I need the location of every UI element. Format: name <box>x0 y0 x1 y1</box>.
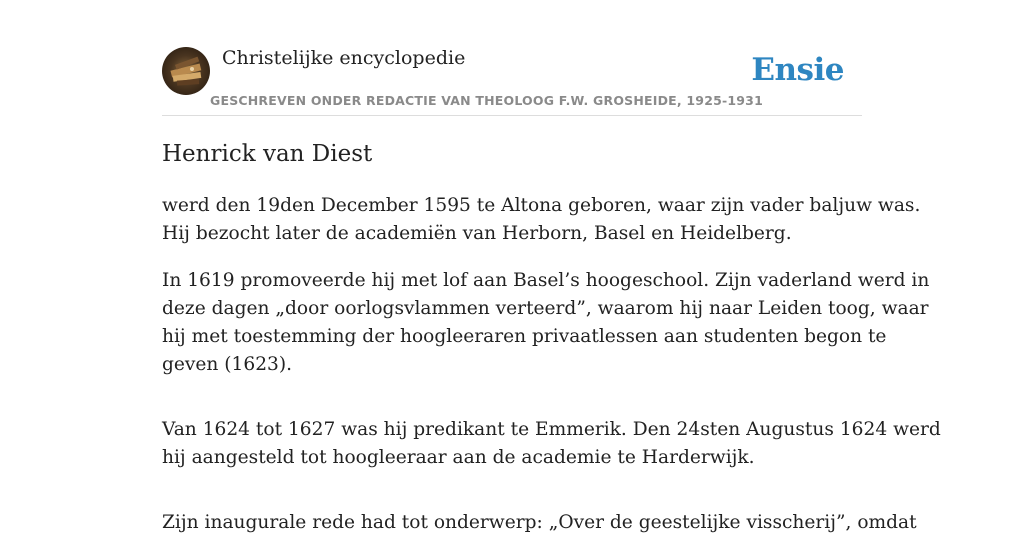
site-header <box>162 0 862 116</box>
paragraph-2 <box>162 267 930 379</box>
article-body <box>162 192 941 556</box>
text-line: In 1619 promoveerde hij met lof aan Basel’s hoogeschool. Zijn vaderland werd in <box>162 270 930 291</box>
text-line: Hij bezocht later de academiën van Herborn, Basel en Heidelberg. <box>162 223 792 244</box>
book-stack-photo-icon[interactable] <box>162 47 210 95</box>
text-line: hij aangesteld tot hoogleeraar aan de academie te Harderwijk. <box>162 447 755 468</box>
text-line: Zijn inaugurale rede had tot onderwerp: „Over de geestelijke visscherij”, omdat <box>162 512 917 533</box>
article-title: Henrick van Diest <box>162 141 373 167</box>
paragraph-3 <box>162 416 941 472</box>
text-line: hij met toestemming der hoogleeraren privaatlessen aan studenten begon te <box>162 326 887 347</box>
brand-logo-link[interactable]: Ensie <box>751 52 844 88</box>
paragraph-1 <box>162 192 921 248</box>
text-line: deze dagen „door oorlogsvlammen verteerd”, waarom hij naar Leiden toog, waar <box>162 298 929 319</box>
paragraph-4 <box>162 509 917 537</box>
text-line: Van 1624 tot 1627 was hij predikant te Emmerik. Den 24sten Augustus 1624 werd <box>162 419 941 440</box>
site-title[interactable]: Christelijke encyclopedie <box>222 47 466 69</box>
text-line: geven (1623). <box>162 354 293 375</box>
site-subtitle: GESCHREVEN ONDER REDACTIE VAN THEOLOOG F.W. GROSHEIDE, 1925-1931 <box>210 93 763 108</box>
text-line: werd den 19den December 1595 te Altona geboren, waar zijn vader baljuw was. <box>162 195 921 216</box>
page <box>162 0 941 533</box>
